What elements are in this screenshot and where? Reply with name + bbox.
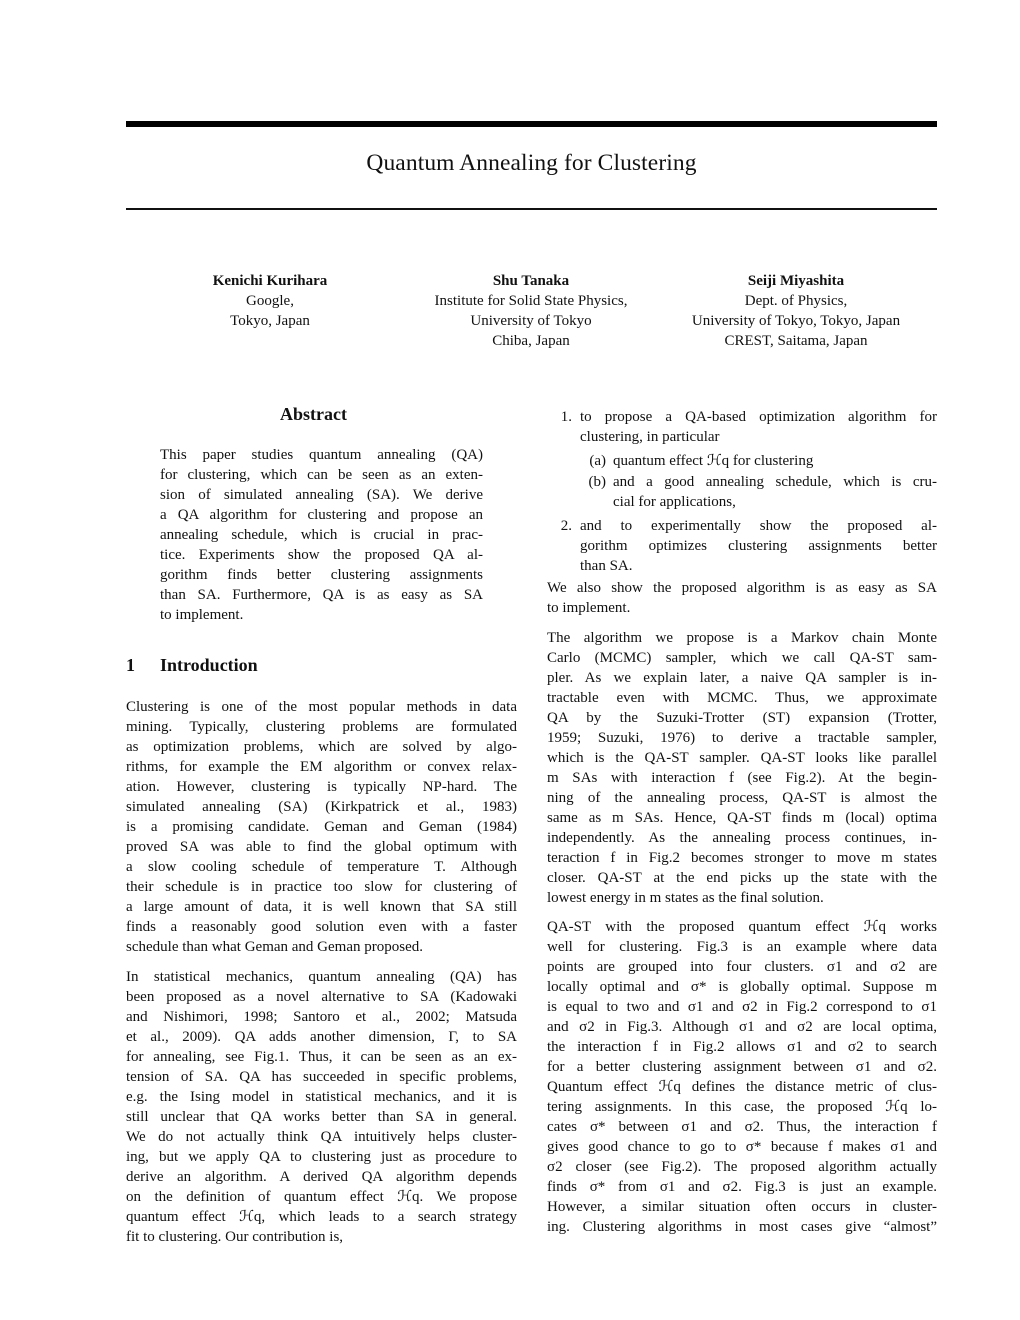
author-block-2 bbox=[400, 271, 662, 351]
text-line: tering assignments. In this case, the proposed ℋq lo- bbox=[547, 1099, 937, 1115]
text-line: well for clustering. Fig.3 is an example where data bbox=[547, 939, 937, 955]
right-paragraph-3 bbox=[547, 917, 937, 1237]
text-line: Clustering is one of the most popular methods in data bbox=[126, 699, 517, 715]
text-line: closer. QA-ST at the end picks up the state with the bbox=[547, 870, 937, 886]
list-marker: 2. bbox=[560, 518, 572, 534]
author-affiliation: Google, bbox=[246, 293, 294, 309]
section-number: 1 bbox=[126, 655, 135, 675]
text-line: independently. As the annealing process continues, in- bbox=[547, 830, 937, 846]
author-affiliation: University of Tokyo, Tokyo, Japan bbox=[691, 313, 901, 329]
text-line: σ2 closer (see Fig.2). The proposed algorithm actually bbox=[547, 1159, 937, 1175]
author-affiliation: Institute for Solid State Physics, bbox=[434, 293, 628, 309]
text-line: which is the QA-ST sampler. QA-ST looks like parallel bbox=[547, 750, 937, 766]
text-line: lowest energy in m states as the final solution. bbox=[547, 890, 824, 906]
text-line: cial for applications, bbox=[613, 494, 736, 510]
text-line: et al., 2009). QA adds another dimension, Γ, to SA bbox=[126, 1029, 517, 1045]
right-paragraph-1 bbox=[547, 578, 937, 618]
text-line: Carlo (MCMC) sampler, which we call QA-ST sam- bbox=[547, 650, 937, 666]
author-affiliation: Tokyo, Japan bbox=[230, 313, 310, 329]
text-line: than SA. Furthermore, QA is as easy as SA bbox=[160, 587, 483, 603]
text-line: clustering, in particular bbox=[580, 429, 720, 445]
list-marker: 1. bbox=[560, 409, 572, 425]
text-line: finds σ* from σ1 and σ2. Fig.3 is just an example. bbox=[547, 1179, 937, 1195]
text-line: for clustering, which can be seen as an exten- bbox=[160, 467, 483, 483]
text-line: same as m SAs. Hence, QA-ST finds m (local) optima bbox=[547, 810, 937, 826]
author-block-1 bbox=[170, 271, 370, 331]
intro-paragraph-1 bbox=[126, 697, 517, 957]
text-line: However, a similar situation often occurs in cluster- bbox=[547, 1199, 937, 1215]
text-line: The algorithm we propose is a Markov chain Monte bbox=[547, 630, 937, 646]
abstract-body bbox=[160, 445, 483, 625]
author-block-3 bbox=[664, 271, 928, 351]
text-line: m SAs with interaction f (see Fig.2). At the begin- bbox=[547, 770, 937, 786]
text-line: pler. As we explain later, a naive QA sampler is in- bbox=[547, 670, 937, 686]
text-line: still unclear that QA works better than SA in general. bbox=[126, 1109, 517, 1125]
section-heading-introduction bbox=[126, 655, 258, 676]
text-line: to propose a QA-based optimization algorithm for bbox=[580, 409, 937, 425]
header-rule-top bbox=[126, 121, 937, 127]
text-line: tractable even with MCMC. Thus, we approximate bbox=[547, 690, 937, 706]
text-line: and σ2 in Fig.3. Although σ1 and σ2 are local optima, bbox=[547, 1019, 937, 1035]
text-line: points are grouped into four clusters. σ1 and σ2 are bbox=[547, 959, 937, 975]
text-line: tension of SA. QA has succeeded in specific problems, bbox=[126, 1069, 517, 1085]
text-line: We do not actually think QA intuitively helps cluster- bbox=[126, 1129, 517, 1145]
text-line: tice. Experiments show the proposed QA al- bbox=[160, 547, 483, 563]
paper-title: Quantum Annealing for Clustering bbox=[366, 150, 697, 176]
text-line: gives good chance to go to σ* because f makes σ1 and bbox=[547, 1139, 937, 1155]
text-line: ing. Clustering algorithms in most cases give “almost” bbox=[547, 1219, 937, 1235]
text-line: sion of simulated annealing (SA). We derive bbox=[160, 487, 483, 503]
text-line: schedule than what Geman and Geman proposed. bbox=[126, 939, 423, 955]
text-line: the interaction f in Fig.2 allows σ1 and σ2 to search bbox=[547, 1039, 937, 1055]
text-line: quantum effect ℋq for clustering bbox=[613, 453, 814, 469]
text-line: locally optimal and σ* is globally optimal. Suppose m bbox=[547, 979, 937, 995]
text-line: We also show the proposed algorithm is as easy as SA bbox=[547, 580, 937, 596]
text-line: a large amount of data, it is well known that SA still bbox=[126, 899, 517, 915]
author-name: Kenichi Kurihara bbox=[212, 273, 328, 289]
text-line: finds a reasonably good solution even with a faster bbox=[126, 919, 517, 935]
text-line: a slow cooling schedule of temperature T. Although bbox=[126, 859, 517, 875]
text-line: for annealing, see Fig.1. Thus, it can be seen as an ex- bbox=[126, 1049, 517, 1065]
text-line: to implement. bbox=[547, 600, 631, 616]
text-line: a QA algorithm for clustering and propose an bbox=[160, 507, 483, 523]
text-line: simulated annealing (SA) (Kirkpatrick et al., 1983) bbox=[126, 799, 517, 815]
text-line: ning of the annealing process, QA-ST is almost the bbox=[547, 790, 937, 806]
text-line: In statistical mechanics, quantum annealing (QA) has bbox=[126, 969, 517, 985]
text-line: ation. However, clustering is typically NP-hard. The bbox=[126, 779, 517, 795]
text-line: and Nishimori, 1998; Santoro et al., 2002; Matsuda bbox=[126, 1009, 517, 1025]
text-line: QA-ST with the proposed quantum effect ℋq works bbox=[547, 919, 937, 935]
section-title: Introduction bbox=[160, 655, 258, 675]
author-name: Shu Tanaka bbox=[492, 273, 570, 289]
text-line: and a good annealing schedule, which is cru- bbox=[613, 474, 937, 490]
author-affiliation: CREST, Saitama, Japan bbox=[724, 333, 868, 349]
text-line: This paper studies quantum annealing (QA) bbox=[160, 447, 483, 463]
text-line: on the definition of quantum effect ℋq. We propose bbox=[126, 1189, 517, 1205]
header-rule-bottom bbox=[126, 208, 937, 210]
text-line: been proposed as a novel alternative to SA (Kadowaki bbox=[126, 989, 517, 1005]
text-line: derive an algorithm. A derived QA algorithm depends bbox=[126, 1169, 517, 1185]
list-item bbox=[580, 516, 937, 576]
text-line: Quantum effect ℋq defines the distance metric of clus- bbox=[547, 1079, 937, 1095]
list-item bbox=[580, 407, 937, 447]
text-line: QA by the Suzuki-Trotter (ST) expansion (Trotter, bbox=[547, 710, 937, 726]
text-line: and to experimentally show the proposed al- bbox=[580, 518, 937, 534]
text-line: cates σ* between σ1 and σ2. Thus, the interaction f bbox=[547, 1119, 937, 1135]
author-affiliation: Dept. of Physics, bbox=[744, 293, 848, 309]
text-line: is equal to two and σ1 and σ2 in Fig.2 correspond to σ1 bbox=[547, 999, 937, 1015]
text-line: their schedule is in practice too slow for clustering of bbox=[126, 879, 517, 895]
list-marker: (a) bbox=[589, 453, 606, 469]
text-line: gorithm finds better clustering assignments bbox=[160, 567, 483, 583]
text-line: gorithm optimizes clustering assignments better bbox=[580, 538, 937, 554]
intro-paragraph-2 bbox=[126, 967, 517, 1247]
list-marker: (b) bbox=[588, 474, 606, 490]
author-affiliation: University of Tokyo bbox=[470, 313, 592, 329]
text-line: fit to clustering. Our contribution is, bbox=[126, 1229, 344, 1245]
list-item bbox=[613, 451, 937, 471]
text-line: 1959; Suzuki, 1976) to derive a tractable sampler, bbox=[547, 730, 937, 746]
text-line: to implement. bbox=[160, 607, 244, 623]
author-name: Seiji Miyashita bbox=[747, 273, 845, 289]
text-line: e.g. the Ising model in statistical mechanics, and it is bbox=[126, 1089, 517, 1105]
text-line: than SA. bbox=[580, 558, 633, 574]
text-line: ing, but we apply QA to clustering just as procedure to bbox=[126, 1149, 517, 1165]
text-line: quantum effect ℋq, which leads to a search strategy bbox=[126, 1209, 517, 1225]
right-paragraph-2 bbox=[547, 628, 937, 908]
text-line: annealing schedule, which is crucial in prac- bbox=[160, 527, 483, 543]
list-item bbox=[613, 472, 937, 512]
text-line: rithms, for example the EM algorithm or convex relax- bbox=[126, 759, 517, 775]
text-line: teraction f in Fig.2 becomes stronger to move m states bbox=[547, 850, 937, 866]
abstract-heading: Abstract bbox=[280, 404, 347, 424]
text-line: is a promising candidate. Geman and Geman (1984) bbox=[126, 819, 517, 835]
text-line: mining. Typically, clustering problems are formulated bbox=[126, 719, 517, 735]
text-line: as optimization problems, which are solved by algo- bbox=[126, 739, 517, 755]
author-affiliation: Chiba, Japan bbox=[492, 333, 570, 349]
text-line: proved SA was able to find the global optimum with bbox=[126, 839, 517, 855]
text-line: for a better clustering assignment between σ1 and σ2. bbox=[547, 1059, 937, 1075]
